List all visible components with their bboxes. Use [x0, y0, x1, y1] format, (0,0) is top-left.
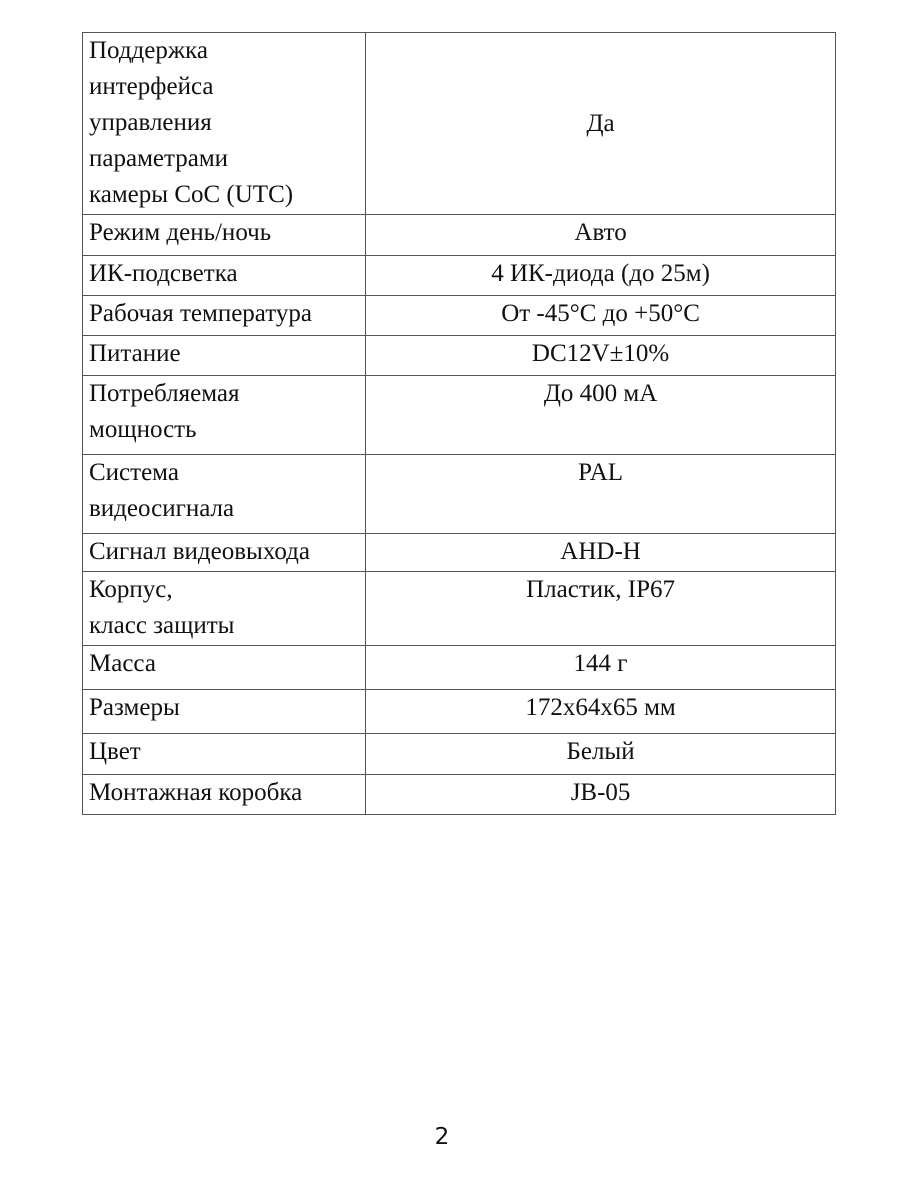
spec-label: Размеры [83, 690, 366, 734]
spec-label: Масса [83, 646, 366, 690]
table-row [83, 376, 836, 455]
spec-value: Да [366, 33, 836, 215]
table-row [83, 215, 836, 256]
spec-label: Монтажная коробка [83, 775, 366, 815]
spec-label: Питание [83, 336, 366, 376]
table-row [83, 775, 836, 815]
spec-value: 172х64х65 мм [366, 690, 836, 734]
table-row [83, 534, 836, 572]
spec-label: Режим день/ночь [83, 215, 366, 256]
table-row [83, 455, 836, 534]
table-row [83, 33, 836, 215]
spec-label: Рабочая температура [83, 296, 366, 336]
spec-value: От -45°С до +50°С [366, 296, 836, 336]
spec-value: AHD-H [366, 534, 836, 572]
table-row [83, 572, 836, 646]
table-row [83, 690, 836, 734]
page-number: 2 [434, 1124, 450, 1150]
spec-value: Белый [366, 734, 836, 775]
spec-label: Поддержка интерфейса управления параметрами камеры CoC (UTC) [83, 33, 366, 215]
spec-value: PAL [366, 455, 836, 534]
spec-label: Сигнал видеовыхода [83, 534, 366, 572]
spec-value: JB-05 [366, 775, 836, 815]
spec-value: Авто [366, 215, 836, 256]
table-row [83, 734, 836, 775]
spec-value: До 400 мА [366, 376, 836, 455]
spec-label: Корпус, класс защиты [83, 572, 366, 646]
table-row [83, 296, 836, 336]
spec-value: 4 ИК-диода (до 25м) [366, 256, 836, 296]
table-row [83, 336, 836, 376]
spec-value: 144 г [366, 646, 836, 690]
spec-value: Пластик, IP67 [366, 572, 836, 646]
specifications-table [82, 32, 836, 815]
spec-label: Система видеосигнала [83, 455, 366, 534]
table-row [83, 646, 836, 690]
table-row [83, 256, 836, 296]
spec-value: DC12V±10% [366, 336, 836, 376]
spec-label: Потребляемая мощность [83, 376, 366, 455]
spec-label: Цвет [83, 734, 366, 775]
spec-label: ИК-подсветка [83, 256, 366, 296]
